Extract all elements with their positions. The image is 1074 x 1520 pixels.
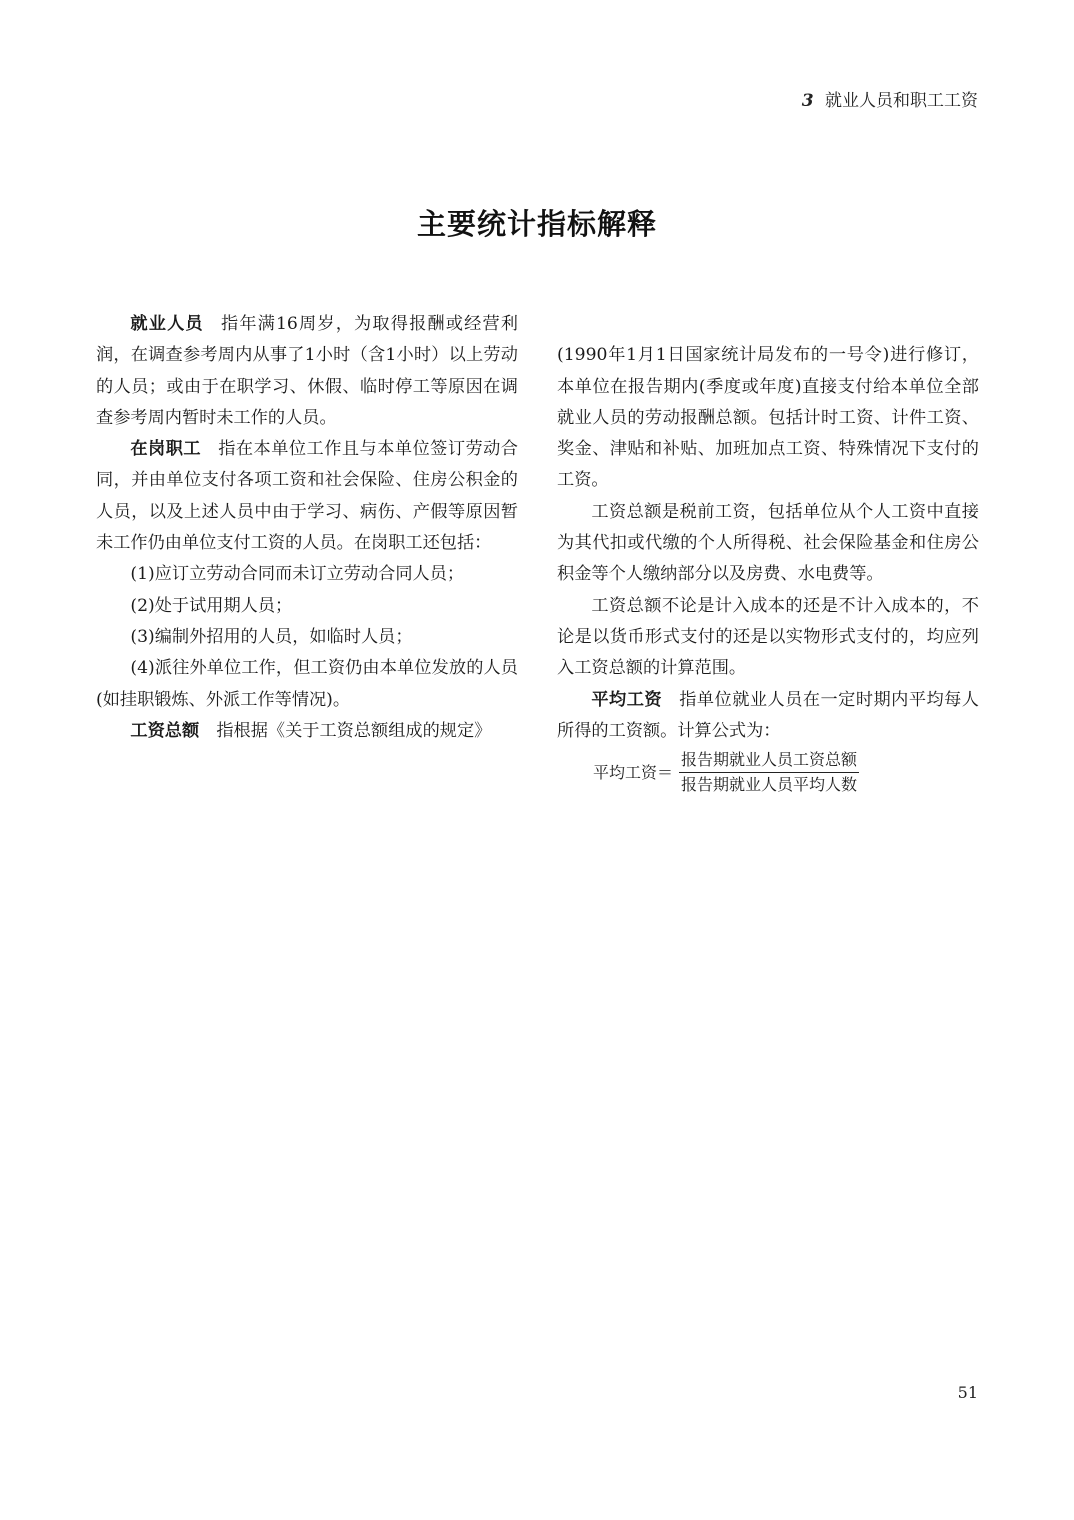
right-column: [557, 309, 979, 796]
list-item: (3)编制外招用的人员，如临时人员；: [130, 626, 413, 647]
term-on-post-staff: 在岗职工: [130, 439, 202, 460]
page-title: 主要统计指标解释: [416, 207, 657, 241]
chapter-number: 3: [801, 91, 814, 111]
formula-numerator: 报告期就业人员工资总额: [679, 749, 859, 773]
definition-employed-persons: 指年满16周岁，为取得报酬或经营利润，在调查参考周内从事了1小时（含1小时）以上劳动的人员；或由于在职学习、休假、临时停工等原因在调查参考周内暂时未工作的人员。: [96, 314, 518, 428]
list-item: (2)处于试用期人员；: [130, 595, 293, 616]
paragraph-employed-persons: [96, 309, 518, 434]
list-item: (4)派往外单位工作，但工资仍由本单位发放的人员(如挂职锻炼、外派工作等情况)。: [96, 658, 518, 710]
formula-lhs: 平均工资＝: [593, 763, 674, 782]
term-average-wage: 平均工资: [591, 689, 663, 710]
paragraph-average-wage: [557, 685, 979, 748]
paragraph-pretax-wages: 工资总额是税前工资，包括单位从个人工资中直接为其代扣或代缴的个人所得税、社会保险基金和住房公积金等个人缴纳部分以及房费、水电费等。: [557, 501, 979, 585]
formula-fraction: [679, 749, 859, 796]
term-total-wages: 工资总额: [130, 720, 200, 741]
definition-on-post-staff: 指在本单位工作且与本单位签订劳动合同，并由单位支付各项工资和社会保险、住房公积金的人员，以及上述人员中由于学习、病伤、产假等原因暂未工作仍由单位支付工资的人员。在岗职工还包括：: [96, 439, 518, 554]
left-column: [96, 309, 518, 747]
chapter-title: 就业人员和职工工资: [825, 91, 978, 111]
page-number: 51: [957, 1383, 978, 1402]
running-header: [802, 86, 978, 111]
paragraph-total-wages: [96, 716, 518, 747]
term-employed-persons: 就业人员: [130, 314, 204, 334]
formula-denominator: 报告期就业人员平均人数: [681, 775, 858, 795]
paragraph-total-wages-continued: (1990年1月1日国家统计局发布的一号令)进行修订，本单位在报告期内(季度或年度)直接支付给本单位全部就业人员的劳动报酬总额。包括计时工资、计件工资、奖金、津贴和补贴、加班加点工资、特殊情况下支付的工资。: [557, 345, 979, 491]
list-item: (1)应订立劳动合同而未订立劳动合同人员；: [130, 564, 465, 585]
average-wage-formula: [593, 749, 979, 796]
paragraph-wage-scope: 工资总额不论是计入成本的还是不计入成本的，不论是以货币形式支付的还是以实物形式支付的，均应列入工资总额的计算范围。: [557, 595, 979, 679]
definition-total-wages-start: 指根据《关于工资总额组成的规定》: [216, 720, 492, 741]
paragraph-on-post-staff: [96, 434, 518, 559]
definition-average-wage: 指单位就业人员在一定时期内平均每人所得的工资额。计算公式为：: [557, 689, 979, 741]
